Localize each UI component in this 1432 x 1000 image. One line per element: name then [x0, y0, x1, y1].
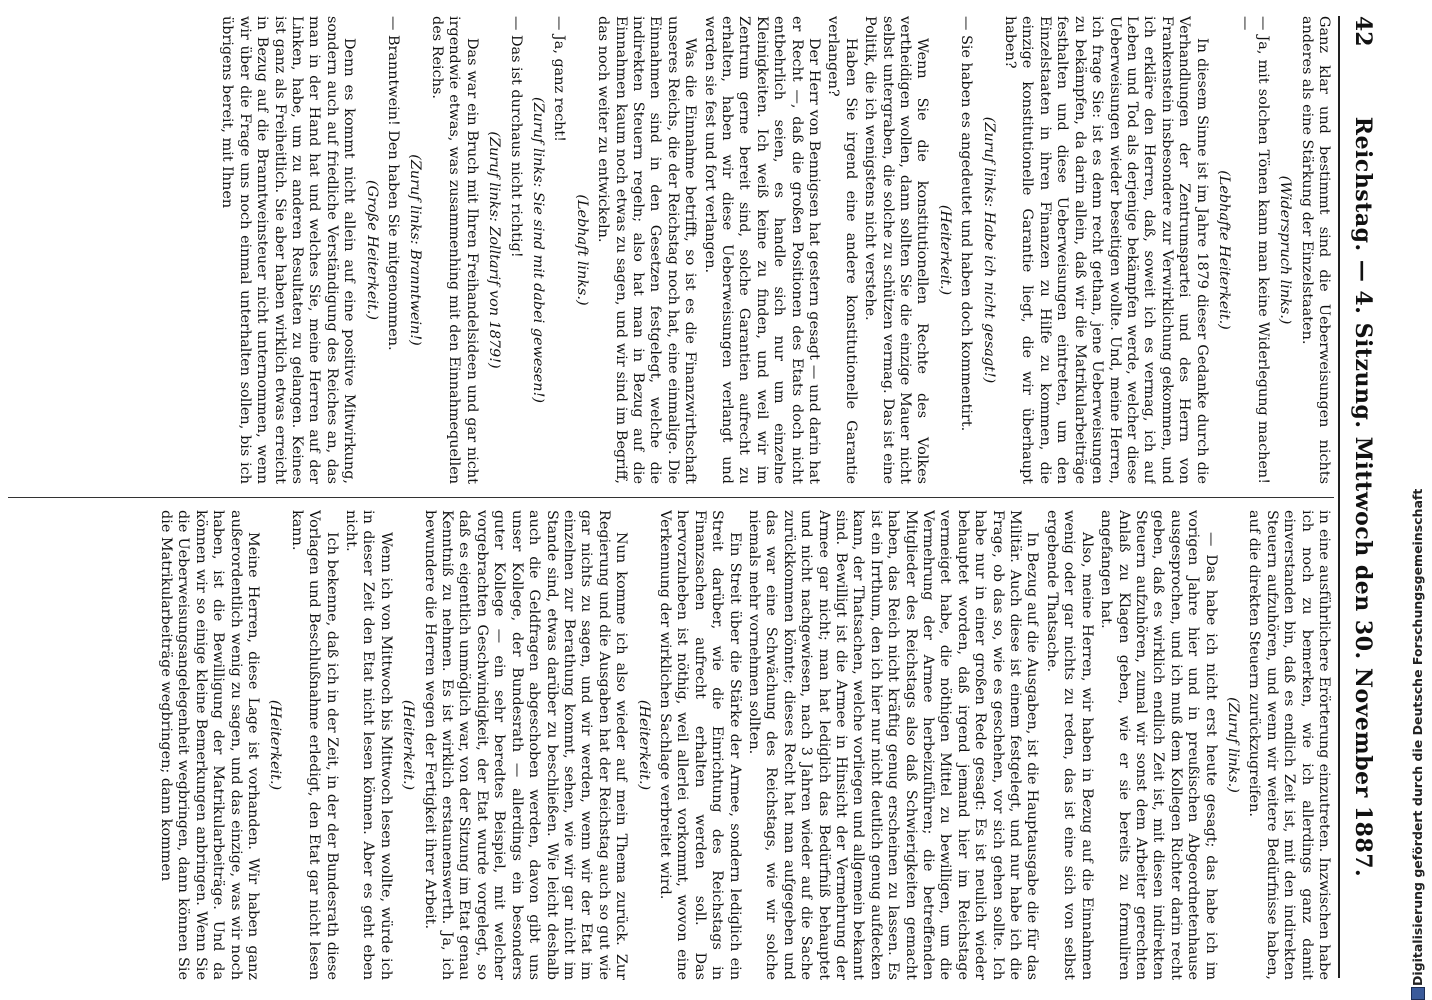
interjection: (Widerspruch links.) — [1277, 175, 1294, 325]
running-title: Reichstag. — 4. Sitzung. Mittwoch den 30. November 1887. — [1350, 116, 1376, 878]
paragraph: Was die Einnahme betrifft, so ist es die Finanzwirthschaft unseres Reichs, die der Reichstag noch hat, eine einmalige. Die Einnahmen sind in den Gesetzen festgelegt, welche die indirekten Steuern regeln; also hat man in Bezug auf die Einnahmen kaum noch etwas zu sagen, und wir sind im Begriff, das noch weiter zu entwickeln. — [595, 16, 699, 484]
paragraph: Ganz klar und bestimmt sind die Ueberweisungen nichts anderes als eine Stärkung der Einzelstaaten. — [1298, 16, 1332, 484]
interjection: (Zuruf links: Sie sind mit dabei gewesen!) — [529, 97, 546, 403]
interjection: (Zuruf links.) — [1224, 697, 1241, 793]
footer-credit: Digitalisierung gefördert durch die Deutsche Forschungsgemeinschaft — [1410, 488, 1425, 986]
paragraph: Ich bekenne, daß ich in der Zeit, in der der Bundesrath diese Vorlagen und Beschlußnahme erledigt, den Etat gar nicht lesen kann. — [288, 510, 340, 980]
paragraph: Denn es kommt nicht allein auf eine positive Mitwirkung, sondern auch auf friedliche Verständigung des Reiches an, das man in der Hand hat und welches Sie, meine Herren auf der Linken, habe, um zu anderen Resultaten zu gelangen. Keines ist ganz als Freiheitlich. Sie aber haben wirklich etwas erreicht in Bezug auf die Branntweinsteuer nicht unternommen, wenn wir über die Frage uns noch einmal unterhalten sollen, bis ich übrigens bereit, mit Ihnen — [219, 16, 358, 484]
paragraph: Meine Herren, diese Lage ist vorhanden. Wir haben ganz außerordentlich wenig zu sagen, und das einzige, was wir noch haben, ist die Bewilligung der Matrikularbeiträge. Und da können wir so einige kleine Bemerkungen anbringen. Wenn Sie die Ueberweisungsangelegenheit wegbringen, dann können Sie die Matrikularbeiträge wegbringen; dann kommen — [158, 510, 262, 980]
page-header — [1346, 16, 1376, 978]
dfg-logo-icon — [1411, 987, 1425, 1000]
interjection: (Zuruf links: Zolltarif von 1879!) — [486, 131, 503, 369]
interjection: (Zuruf links: Branntwein!) — [407, 154, 424, 346]
interjection: (Heiterkeit.) — [400, 699, 417, 791]
paragraph: — Ja, mit solchen Tönen kann man keine Widerlegung machen! — — [1237, 16, 1271, 484]
paragraph: Das war ein Bruch mit Ihren Freihandelsideen und gar nicht irgendwie etwas, was zusammenhing mit den Einnahmequellen des Reichs. — [428, 16, 480, 484]
paragraph: In Bezug auf die Ausgaben, ist die Hauptausgabe die für das Militär. Auch diese ist einem festgelegt, und nur habe ich die Frage, ob das so, wie es geschehen, vor sich gehen sollte. Ich habe nur in einer großen Rede gesagt: Es ist neulich wieder behauptet worden, daß irgend jemand hier im Reichstage vermeiget habe, die nöthigen Mittel zu bewilligen, um die Vermehrung der Armee herbeizuführen; die betreffenden Mitglieder des Reichstags also daß Schwierigkeiten gemacht haben, das Reich nicht kräftig genug erscheinen zu lassen. Es ist ein Irrthum, den ich hier nur nicht deutlich genug aufdecken kann, der Thatsachen, welche vorliegen und allgemein bekannt sind. Bewilligt ist die Armee in Hinsicht der Vermehrung der Armee gar nicht; man hat lediglich das Bedürfniß behauptet und nicht nachgewiesen, nach 3 Jahren wieder auf die Sache zurückkommen könnte; dieses Recht hat man aufgegeben und das war eine Schwächung des Reichstags, wie wir solche niemals mehr vornehmen sollten. — [746, 510, 1041, 980]
interjection: (Heiterkeit.) — [936, 204, 953, 296]
paragraph: — Ja, ganz recht! — [551, 16, 568, 142]
interjection: (Heiterkeit.) — [267, 699, 284, 791]
page-number: 42 — [1350, 16, 1376, 47]
paragraph: in eine ausführlichere Erörterung einzutreten. Inzwischen habe ich noch zu bemerken, wie ich allerdings ganz damit einverstanden bin, daß es endlich Zeit ist, mit den indirekten Steuern aufzuhören, und wenn wir weitere Bedürfnisse haben, auf die direkten Steuern zurückzugreifen. — [1246, 510, 1332, 980]
paragraph: Der Herr von Bennigsen hat gestern gesagt — und darin hat er Recht —, daß die großen Positionen des Etats doch nicht entbehrlich seien, es handle sich nur um einzelne Kleinigkeiten. Ich weiß keine zu finden, und weil wir im Zentrum gerne bereit sind, solche Garantien aufrecht zu erhalten, haben wir diese Ueberweisungen verlangt und werden sie fest und fort verlangen. — [701, 16, 823, 484]
paragraph: — Branntwein! Den haben Sie mitgenommen. — [385, 16, 402, 351]
paragraph: Nun komme ich also wieder auf mein Thema zurück. Zur Regierung und die Ausgaben hat der Reichstag auch so gut wie gar nichts zu sagen, und wir werden, wenn wir der Etat im einzelnen zur Berathung kommt, sehen, wie wir gar nicht im Stande sind, etwas darüber zu beschließen. Wie leicht deshalb auch die Geldfragen abgeschoben werden, davon gibt uns unser Kollege, der Bundesrath — allerdings ein besonders guter Kollege — ein sehr beredtes Beispiel, mit welcher vorgebrachten Geschwindigkeit, der Etat wurde vorgelegt, so daß es eigentlich unmöglich war, von der Sitzung im Etat genau Kenntniß zu nehmen. Es ist wirklich erstaunenswerth. Ja, ich bewundere die Herren wegen der Fertigkeit ihrer Arbeit. — [421, 510, 630, 980]
paragraph: — Das habe ich nicht erst heute gesagt; das habe ich im vorigen Jahre hier und in preußischen Abgeordnetenhause ausgesprochen, und ich muß dem Kollegen Richter darin recht geben, daß es wirklich endlich Zeit ist, mit diesen indirekten Steuern aufzuhören, zumal wir sonst dem Arbeiter gerechten Anlaß zu Klagen geben, wie er sie bereits zu formuliren angefangen hat. — [1098, 510, 1219, 980]
interjection: (Zuruf links: Habe ich nicht gesagt!) — [980, 116, 997, 384]
paragraph: Haben Sie irgend eine andere konstitutionelle Garantie verlangen? — [825, 16, 859, 484]
paragraph: Also, meine Herren, wir haben in Bezug auf die Einnahmen wenig oder gar nichts zu reden, das ist eine sich von selbst ergebende Thatsache. — [1043, 510, 1095, 980]
paragraph: In diesem Sinne ist im Jahre 1879 dieser Gedanke durch die Verhandlungen der Zentrumspartei und des Herrn von Frankenstein insbesondere zur Verwirklichung gekommen, und ich erkläre den Herren, daß, soweit ich es vermag, ich auf Leben und Tod als derjenige bekämpfen werde, welcher diese Ueberweisungen wieder beseitigen wollte. Und, meine Herren, ich frage Sie: ist es denn recht gethan, jene Ueberweisungen zu bekämpfen, da darin allein, daß wir die Matrikularbeiträge festhalten und diese Ueberweisungen eintreten, um den Einzelstaaten in ihren Finanzen zu Hilfe zu kommen, die einzige konstitutionelle Garantie liegt, die wir überhaupt haben? — [1002, 16, 1210, 484]
interjection: (Große Heiterkeit.) — [363, 179, 380, 320]
column-divider — [8, 497, 1334, 498]
paragraph: — Das ist durchaus nicht richtig! — [507, 16, 524, 258]
digitization-footer — [1408, 0, 1428, 1000]
paragraph: Ein Streit über die Stärke der Armee, sondern lediglich ein Streit darüber, wie die Einrichtung des Reichstags in Finanzsachen aufrecht erhalten werden soll. Das hervorzuheben ist nöthig, weil allerlei vorkommt, wovon eine Verkennung der wirklichen Sachlage verbreitet wird. — [656, 510, 743, 980]
interjection: (Heiterkeit.) — [635, 699, 652, 791]
left-column — [10, 16, 1332, 484]
paragraph: Wenn Sie die konstitutionellen Rechte des Volkes vertheidigen wollen, dann sollten Sie die einzige Mauer nicht selbst untergraben, die solche zu schützen vermag. Das ist eine Politik, die ich wenigstens nicht verstehe. — [862, 16, 931, 484]
interjection: (Lebhaft links.) — [573, 194, 590, 306]
paragraph: — Sie haben es angedeutet und haben doch kommentirt. — [958, 16, 975, 432]
paragraph: Wenn ich von Mittwoch bis Mittwoch lesen wollte, würde ich in dieser Zeit den Etat nicht lesen können. Aber es geht eben nicht. — [343, 510, 394, 980]
interjection: (Lebhafte Heiterkeit.) — [1215, 170, 1232, 330]
header-rule — [1338, 16, 1340, 978]
right-column — [10, 510, 1332, 980]
